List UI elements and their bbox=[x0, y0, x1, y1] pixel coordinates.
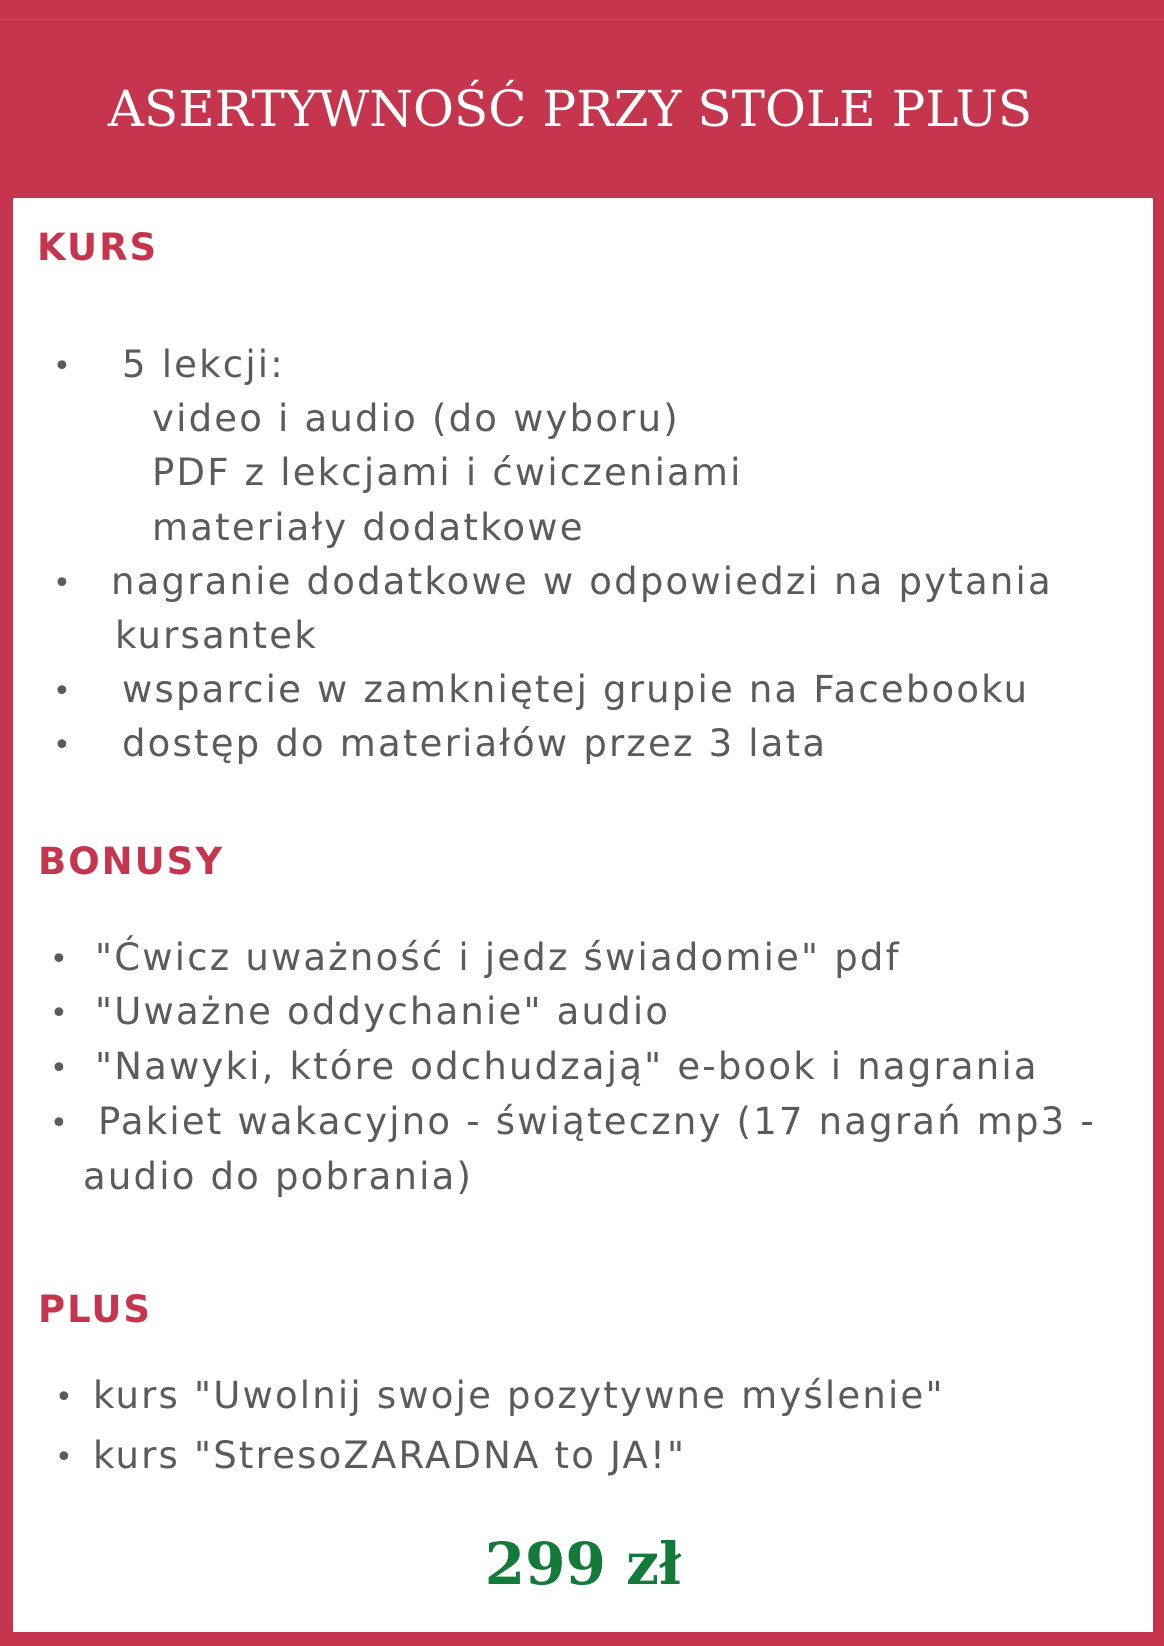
lesson-item: PDF z lekcjami i ćwiczeniami bbox=[152, 451, 743, 494]
bonus-item: "Ćwicz uważność i jedz świadomie" pdf bbox=[95, 936, 901, 979]
bullet-dot bbox=[50, 1100, 68, 1148]
bullet-dot bbox=[50, 936, 68, 984]
bullet-dot bbox=[55, 1374, 73, 1422]
bonus-item: "Uważne oddychanie" audio bbox=[95, 990, 671, 1033]
extra-recording-line: kursantek bbox=[115, 614, 318, 657]
bullet-dot bbox=[55, 1434, 73, 1482]
lessons-label: 5 lekcji: bbox=[122, 343, 285, 386]
bullet-dot bbox=[53, 560, 71, 608]
bullet-dot bbox=[50, 1045, 68, 1093]
bonus-item-continued: audio do pobrania) bbox=[83, 1155, 474, 1198]
plus-item: kurs "StresoZARADNA to JA!" bbox=[93, 1434, 687, 1477]
page-title: ASERTYWNOŚĆ PRZY STOLE PLUS bbox=[107, 80, 1033, 138]
access-item: dostęp do materiałów przez 3 lata bbox=[122, 722, 828, 765]
bullet-dot bbox=[53, 343, 71, 391]
plus-item: kurs "Uwolnij swoje pozytywne myślenie" bbox=[93, 1374, 945, 1417]
support-item: wsparcie w zamkniętej grupie na Facebooku bbox=[122, 668, 1030, 711]
bonus-item: Pakiet wakacyjno - świąteczny (17 nagrań mp3 - bbox=[98, 1100, 1096, 1143]
bonus-item: "Nawyki, które odchudzają" e-book i nagrania bbox=[95, 1045, 1039, 1088]
bullet-dot bbox=[53, 722, 71, 770]
offer-card bbox=[13, 198, 1153, 1632]
lesson-item: video i audio (do wyboru) bbox=[152, 397, 680, 440]
header-banner bbox=[0, 0, 1164, 198]
extra-recording-line: nagranie dodatkowe w odpowiedzi na pytania bbox=[111, 560, 1053, 603]
section-heading-kurs: KURS bbox=[37, 226, 159, 269]
section-heading-bonusy: BONUSY bbox=[38, 840, 225, 883]
bullet-dot bbox=[50, 990, 68, 1038]
bullet-dot bbox=[53, 668, 71, 716]
price-label: 299 zł bbox=[484, 1530, 682, 1598]
lesson-item: materiały dodatkowe bbox=[152, 506, 585, 549]
section-heading-plus: PLUS bbox=[38, 1288, 153, 1331]
